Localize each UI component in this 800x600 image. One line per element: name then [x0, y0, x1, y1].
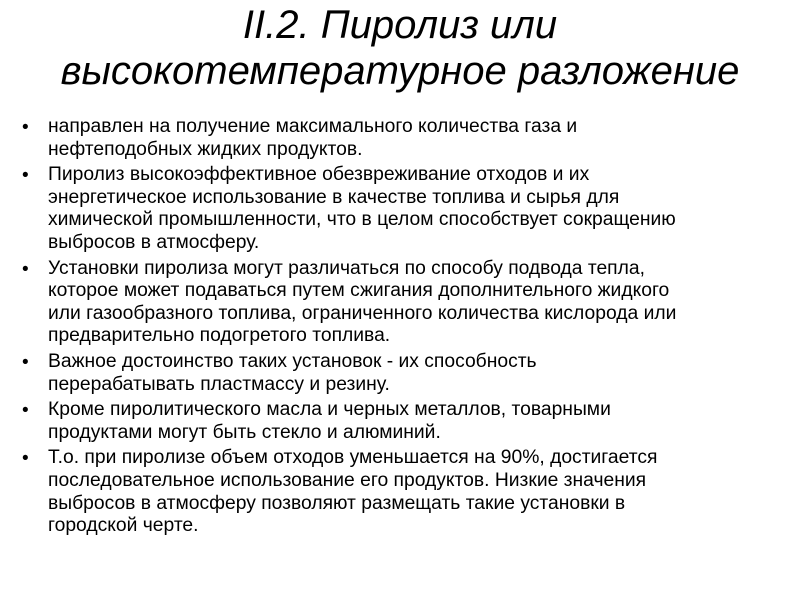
bullet-text-line: которое может подаваться путем сжигания дополнительного жидкого — [48, 280, 670, 302]
bullet-text — [48, 351, 788, 396]
bullet-text-line: Пиролиз высокоэффективное обезвреживание отходов и их — [48, 164, 590, 186]
bullet-text — [48, 258, 788, 348]
bullet-item — [22, 164, 788, 254]
bullet-icon: • — [22, 117, 29, 138]
slide-title-line-1: II.2. Пиролиз или — [242, 3, 558, 47]
bullet-icon: • — [22, 400, 29, 422]
bullet-text-line: Важное достоинство таких установок - их способность — [48, 350, 537, 372]
bullet-text-line: последовательное использование его продуктов. Низкие значения — [48, 469, 647, 491]
bullet-text — [48, 399, 788, 444]
bullet-icon: • — [22, 258, 29, 280]
bullet-icon: • — [22, 351, 29, 373]
bullet-text-line: выбросов в атмосферу. — [48, 231, 260, 253]
bullet-icon: • — [22, 448, 29, 470]
bullet-text — [48, 116, 788, 161]
bullet-text-line: предварительно подогретого топлива. — [48, 325, 391, 347]
bullet-text-line: городской черте. — [48, 515, 199, 537]
bullet-item — [22, 258, 788, 348]
bullet-text — [48, 164, 788, 254]
bullet-text — [48, 447, 788, 537]
bullet-text-line: продуктами могут быть стекло и алюминий. — [48, 421, 441, 443]
bullet-text-line: Т.о. при пиролизе объем отходов уменьшается на 90%, достигается — [48, 447, 658, 469]
bullet-item — [22, 399, 788, 444]
slide-title — [0, 2, 800, 94]
bullet-text-line: Установки пиролиза могут различаться по способу подвода тепла, — [48, 257, 645, 279]
bullet-text-line: перерабатывать пластмассу и резину. — [48, 373, 390, 395]
bullet-text-line: энергетическое использование в качестве топлива и сырья для — [48, 186, 620, 208]
bullet-item — [22, 116, 788, 161]
bullet-list — [22, 116, 788, 541]
bullet-text-line: или газообразного топлива, ограниченного количества кислорода или — [48, 302, 677, 324]
bullet-text-line: направлен на получение максимального количества газа и — [48, 116, 578, 137]
slide-title-line-2: высокотемпературное разложение — [60, 49, 740, 93]
bullet-item — [22, 447, 788, 537]
bullet-text-line: Кроме пиролитического масла и черных металлов, товарными — [48, 399, 611, 421]
bullet-icon: • — [22, 165, 29, 187]
bullet-text-line: нефтеподобных жидких продуктов. — [48, 138, 363, 160]
bullet-text-line: выбросов в атмосферу позволяют размещать такие установки в — [48, 492, 626, 514]
bullet-item — [22, 351, 788, 396]
bullet-text-line: химической промышленности, что в целом способствует сокращению — [48, 209, 676, 231]
